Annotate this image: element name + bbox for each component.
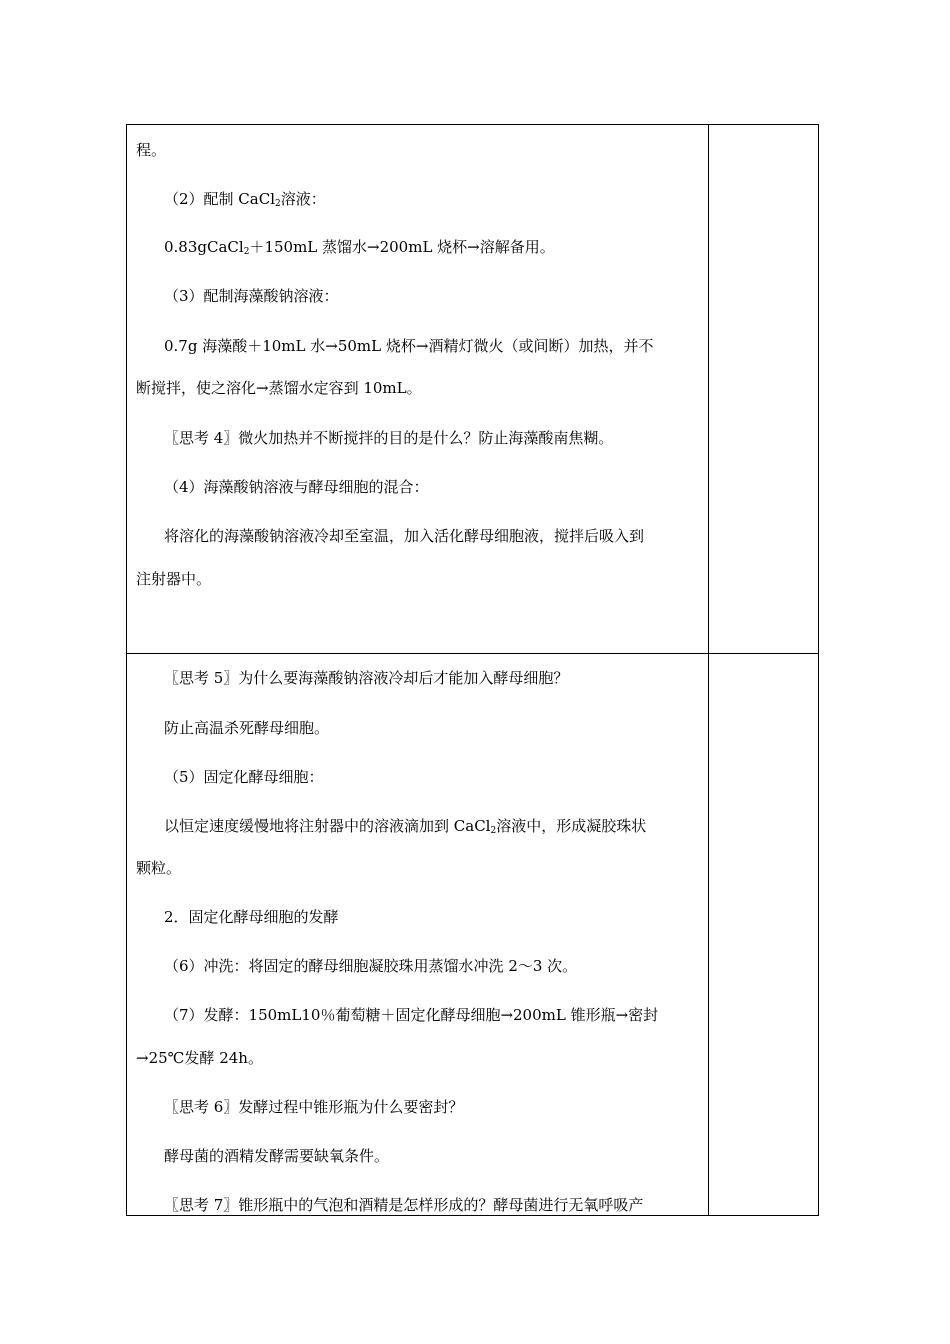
text-line: 0.7g 海藻酸＋10mL 水→50mL 烧杯→酒精灯微火（或间断）加热，并不 bbox=[164, 337, 654, 355]
text-line: 0.83gCaCl$_2$＋150mL 蒸馏水→200mL 烧杯→溶解备用。 bbox=[164, 238, 555, 257]
text-line: →25℃发酵 24h。 bbox=[136, 1049, 263, 1067]
text-line: 〖思考 5〗为什么要海藻酸钠溶液冷却后才能加入酵母细胞？ bbox=[164, 669, 569, 687]
text-line: 断搅拌，使之溶化→蒸馏水定容到 10mL。 bbox=[136, 379, 422, 397]
text-line: （7）发酵：150mL10％葡萄糖＋固定化酵母细胞→200mL 锥形瓶→密封 bbox=[164, 1006, 659, 1024]
table-column-divider bbox=[708, 124, 709, 1216]
text-line: 注射器中。 bbox=[136, 570, 212, 588]
text-line: （4）海藻酸钠溶液与酵母细胞的混合： bbox=[164, 478, 429, 496]
text-line: （6）冲洗：将固定的酵母细胞凝胶珠用蒸馏水冲洗 2～3 次。 bbox=[164, 957, 578, 975]
text-line: 〖思考 4〗微火加热并不断搅拌的目的是什么？防止海藻酸南焦糊。 bbox=[164, 429, 614, 447]
text-line: 将溶化的海藻酸钠溶液冷却至室温，加入活化酵母细胞液，搅拌后吸入到 bbox=[164, 527, 645, 545]
text-line: （3）配制海藻酸钠溶液： bbox=[164, 287, 339, 305]
text-line: 以恒定速度缓慢地将注射器中的溶液滴加到 CaCl$_2$溶液中，形成凝胶珠状 bbox=[164, 817, 647, 836]
text-line: 2．固定化酵母细胞的发酵 bbox=[164, 908, 339, 926]
text-line: （5）固定化酵母细胞： bbox=[164, 768, 324, 786]
text-line: 〖思考 6〗发酵过程中锥形瓶为什么要密封？ bbox=[164, 1098, 464, 1116]
text-line: 颗粒。 bbox=[136, 859, 182, 877]
text-line: 〖思考 7〗锥形瓶中的气泡和酒精是怎样形成的？酵母菌进行无氧呼吸产 bbox=[164, 1196, 644, 1214]
text-line: 酵母菌的酒精发酵需要缺氧条件。 bbox=[164, 1147, 390, 1165]
text-line: 防止高温杀死酵母细胞。 bbox=[164, 719, 330, 737]
text-line: 程。 bbox=[136, 141, 167, 159]
text-line: （2）配制 CaCl$_2$溶液： bbox=[164, 190, 326, 209]
table-row-divider bbox=[126, 653, 819, 654]
